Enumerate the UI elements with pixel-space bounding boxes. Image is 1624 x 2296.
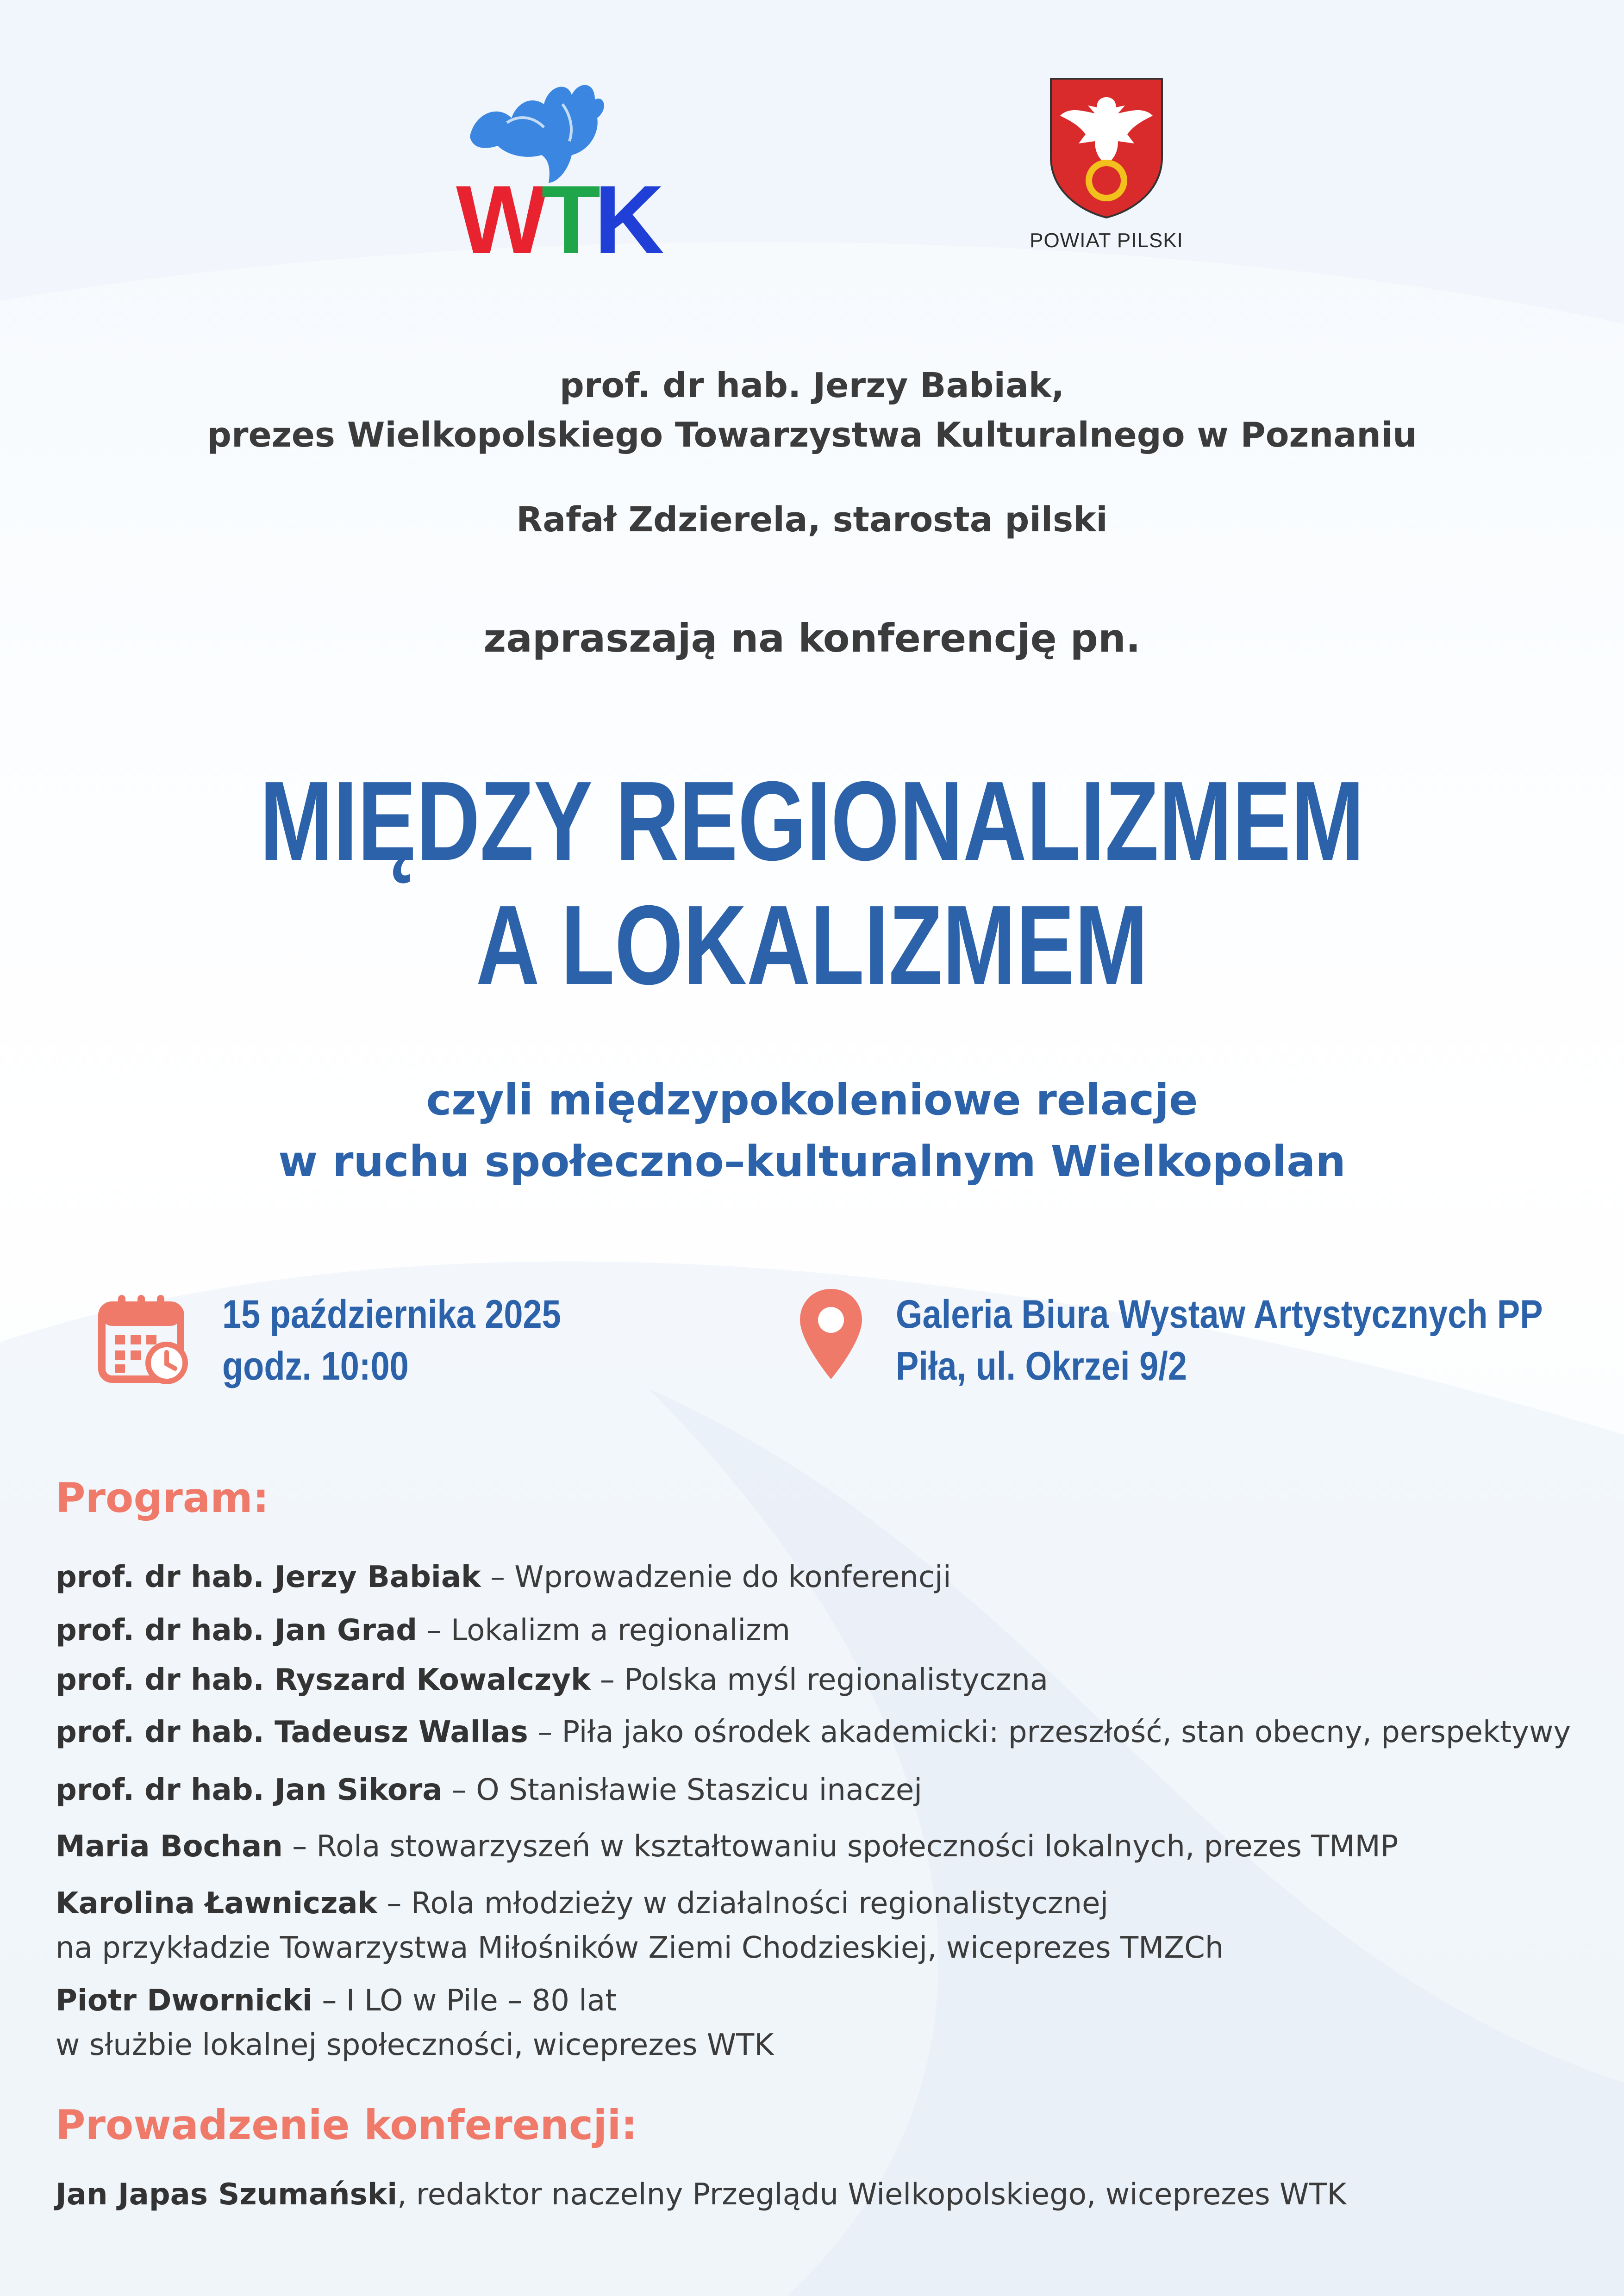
talk-topic: – O Stanisławie Staszicu inaczej (442, 1773, 923, 1807)
event-date-time (222, 1289, 561, 1393)
talk-topic: – Lokalizm a regionalizm (417, 1613, 791, 1648)
wtk-letters (456, 165, 658, 274)
hosts-block (0, 361, 1624, 460)
wtk-letter-t: T (541, 165, 594, 274)
moderator-role: , redaktor naczelny Przeglądu Wielkopolskiego, wiceprezes WTK (397, 2178, 1347, 2212)
location-pin-icon (796, 1287, 866, 1384)
moderator (56, 2178, 1346, 2212)
speaker-name: prof. dr hab. Tadeusz Wallas (56, 1715, 528, 1749)
event-venue: Galeria Biura Wystaw Artystycznych PP (896, 1292, 1543, 1337)
talk-topic: – Polska myśl regionalistyczna (590, 1663, 1049, 1697)
talk-topic: – I LO w Pile – 80 lat (312, 1984, 617, 2018)
speaker-name: prof. dr hab. Ryszard Kowalczyk (56, 1663, 591, 1697)
speaker-name: prof. dr hab. Jerzy Babiak (56, 1560, 481, 1594)
list-item (56, 1555, 951, 1599)
conference-subtitle (0, 1069, 1624, 1193)
host2: Rafał Zdzierela, starosta pilski (516, 500, 1108, 540)
talk-topic: – Rola stowarzyszeń w kształtowaniu społeczności lokalnych, prezes TMMP (282, 1829, 1399, 1864)
wtk-letter-w: W (456, 165, 542, 274)
program-heading: Program: (56, 1474, 269, 1522)
talk-topic: – Rola młodzieży w działalności regionalistycznej (377, 1886, 1109, 1921)
list-item (56, 1710, 1571, 1755)
conference-title (179, 759, 1445, 1008)
talk-topic: – Piła jako ośrodek akademicki: przeszłość, stan obecny, perspektywy (528, 1715, 1571, 1749)
wtk-logo (456, 76, 658, 274)
host1-name: prof. dr hab. Jerzy Babiak, (559, 366, 1065, 405)
event-time: godz. 10:00 (222, 1344, 409, 1388)
talk-topic-continued: w służbie lokalnej społeczności, wiceprezes WTK (56, 2028, 774, 2062)
speaker-name: Piotr Dwornicki (56, 1984, 312, 2018)
list-item (56, 1658, 1048, 1702)
speaker-name: prof. dr hab. Jan Grad (56, 1613, 418, 1648)
talk-topic-continued: na przykładzie Towarzystwa Miłośników Ziemi Chodzieskiej, wiceprezes TMZCh (56, 1931, 1224, 1965)
powiat-label: POWIAT PILSKI (1030, 229, 1183, 252)
event-date: 15 października 2025 (222, 1292, 561, 1337)
powiat-logo (1018, 74, 1194, 268)
subtitle-line-2: w ruchu społeczno–kulturalnym Wielkopolan (278, 1137, 1346, 1187)
wtk-letter-k: K (594, 165, 658, 274)
list-item (56, 1979, 774, 2067)
speaker-name: Maria Bochan (56, 1829, 283, 1864)
moderation-heading: Prowadzenie konferencji: (56, 2101, 637, 2149)
moderator-name: Jan Japas Szumański (56, 2178, 398, 2212)
title-line-1: MIĘDZY REGIONALIZMEM (259, 758, 1365, 884)
speaker-name: prof. dr hab. Jan Sikora (56, 1773, 443, 1807)
list-item (56, 1824, 1398, 1869)
subtitle-line-1: czyli międzypokoleniowe relacje (426, 1075, 1198, 1125)
list-item (56, 1768, 922, 1812)
list-item (56, 1608, 790, 1653)
speaker-name: Karolina Ławniczak (56, 1886, 378, 1921)
list-item (56, 1881, 1224, 1970)
event-place (896, 1289, 1543, 1393)
host1-role: prezes Wielkopolskiego Towarzystwa Kulturalnego w Poznaniu (207, 415, 1417, 455)
invitation-line: zapraszają na konferencję pn. (483, 616, 1141, 661)
event-address: Piła, ul. Okrzei 9/2 (896, 1344, 1187, 1388)
coat-of-arms-icon (1018, 74, 1194, 222)
talk-topic: – Wprowadzenie do konferencji (481, 1560, 951, 1594)
title-line-2: A LOKALIZMEM (476, 882, 1148, 1008)
calendar-icon (97, 1291, 190, 1384)
